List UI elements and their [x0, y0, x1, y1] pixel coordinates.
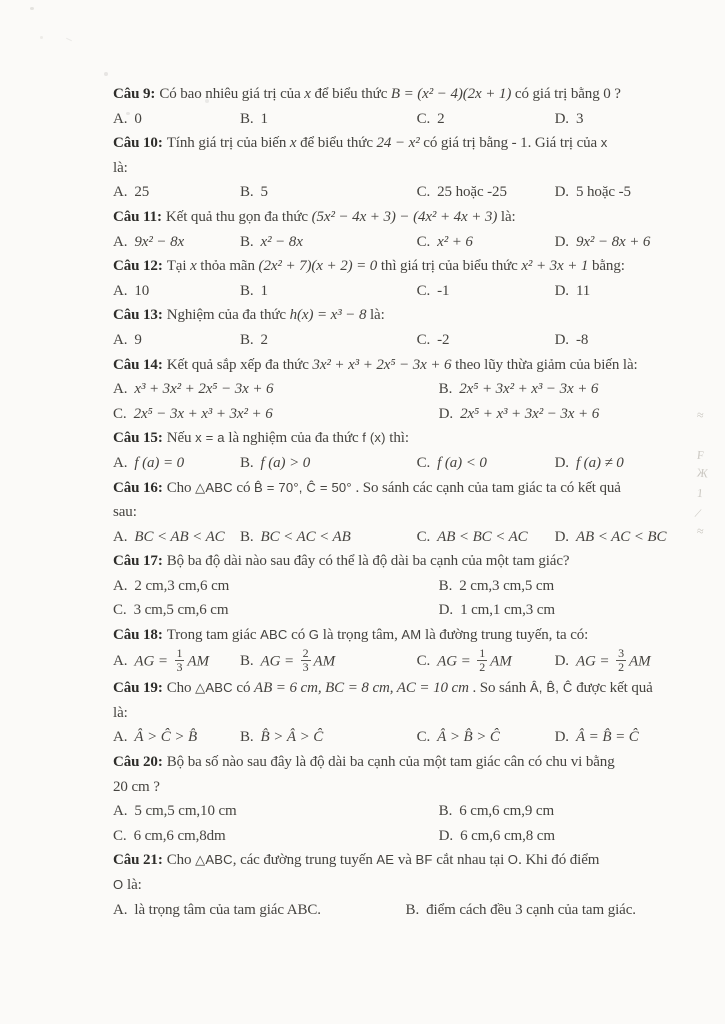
- question-block: [113, 476, 665, 550]
- math-expression: AM: [490, 653, 512, 670]
- math-expression: x³ + 3x² + 2x⁵ − 3x + 6: [134, 381, 274, 398]
- math-expression: AM: [313, 653, 336, 670]
- fraction: [175, 647, 185, 676]
- options-row: [113, 230, 665, 255]
- option-C: [417, 279, 555, 304]
- text-run: là:: [113, 704, 128, 721]
- fraction-denominator: 2: [618, 660, 624, 675]
- option-C: [417, 230, 555, 255]
- option-label: A.: [113, 282, 128, 299]
- math-expression: AM: [187, 653, 209, 670]
- text-run: 1: [260, 282, 268, 299]
- option-label: A.: [113, 729, 128, 746]
- text-run: thỏa mãn: [196, 258, 259, 275]
- math-expression: x: [190, 258, 197, 275]
- question-number: Câu 12:: [113, 258, 163, 275]
- text-run: 5 cm,5 cm,10 cm: [134, 803, 237, 820]
- text-run: Cho: [166, 852, 196, 869]
- math-expression: 2x⁵ − 3x + x³ + 3x² + 6: [133, 405, 273, 422]
- math-expression: f (a) < 0: [437, 454, 487, 471]
- option-C: [417, 725, 555, 750]
- math-expression: 9x² − 8x: [134, 233, 185, 250]
- math-variable: x: [600, 135, 608, 151]
- fraction: [301, 647, 311, 676]
- text-run: Cho: [166, 680, 196, 697]
- option-D: [555, 525, 665, 550]
- math-variable: O: [507, 852, 519, 868]
- option-label: C.: [416, 184, 431, 201]
- question-block: [113, 426, 665, 475]
- text-run: 3: [575, 110, 584, 127]
- text-run: Bộ ba số nào sau đây là độ dài ba cạnh của một tam giác cân có chu vi bằng: [166, 754, 615, 771]
- math-expression: f (a) ≠ 0: [575, 454, 624, 471]
- option-label: B.: [438, 803, 453, 820]
- options-row: [113, 377, 665, 426]
- option-label: A.: [113, 653, 128, 670]
- text-run: 6 cm,6 cm,8 cm: [460, 827, 555, 844]
- text-run: là:: [366, 307, 385, 324]
- fraction-denominator: 3: [302, 660, 309, 675]
- question-block: [113, 676, 665, 750]
- math-expression: Â > B̂ > Ĉ: [437, 729, 500, 746]
- option-D: [555, 328, 665, 353]
- math-expression: x: [304, 86, 311, 102]
- options-row: [113, 328, 665, 353]
- text-run: 5: [260, 184, 268, 201]
- question-block: [113, 750, 665, 848]
- question-block: [113, 623, 665, 676]
- option-B: [240, 230, 417, 255]
- math-variable: △ABC: [195, 479, 233, 495]
- option-C: [113, 402, 439, 427]
- question-block: [113, 205, 665, 254]
- math-variable: BF: [415, 852, 433, 868]
- math-variable: B̂ = 70°, Ĉ = 50°: [254, 479, 352, 495]
- text-run: Có bao nhiêu giá trị của: [159, 86, 305, 102]
- math-expression: Â = B̂ = Ĉ: [575, 729, 639, 746]
- option-D: [555, 230, 665, 255]
- option-label: A.: [113, 233, 128, 250]
- option-label: B.: [239, 454, 254, 471]
- option-C: [417, 180, 555, 205]
- text-run: 11: [575, 282, 591, 299]
- text-run: 1: [260, 110, 268, 127]
- fraction-numerator: 1: [479, 645, 486, 660]
- option-A: [113, 898, 406, 923]
- option-A: [113, 574, 439, 599]
- text-run: 2 cm,3 cm,6 cm: [134, 577, 230, 594]
- question-block: [113, 131, 665, 205]
- fraction-denominator: 2: [479, 660, 486, 675]
- option-D: [555, 279, 665, 304]
- text-run: Nghiệm của đa thức: [166, 307, 290, 324]
- option-label: C.: [416, 653, 431, 670]
- text-run: là trọng tâm,: [319, 627, 402, 644]
- option-label: B.: [239, 331, 254, 348]
- question-number: Câu 10:: [113, 135, 163, 152]
- option-label: C.: [416, 331, 431, 348]
- math-expression: 9x² − 8x + 6: [575, 233, 651, 250]
- fraction-denominator: 3: [176, 660, 183, 675]
- question-block: [113, 82, 665, 131]
- question-stem: [113, 131, 665, 180]
- math-expression: h(x) = x³ − 8: [289, 307, 367, 324]
- option-D: [555, 451, 665, 476]
- text-run: là:: [113, 159, 128, 176]
- option-A: [113, 180, 240, 205]
- bleedthrough-mark: ≈: [696, 523, 705, 539]
- question-stem: [113, 205, 665, 230]
- question-block: [113, 353, 665, 427]
- math-expression: Â > Ĉ > B̂: [134, 729, 198, 746]
- option-B: [240, 180, 417, 205]
- option-label: C.: [113, 602, 127, 619]
- text-run: là trọng tâm của tam giác ABC.: [134, 901, 321, 918]
- text-run: 6 cm,6 cm,9 cm: [459, 803, 555, 820]
- math-variable: Â, B̂, Ĉ: [529, 680, 573, 696]
- question-stem: [113, 303, 665, 328]
- question-stem: [113, 623, 665, 648]
- text-run: 2: [260, 331, 268, 348]
- question-stem: [113, 426, 665, 451]
- scan-smudge: [30, 7, 34, 10]
- math-expression: x² + 6: [437, 233, 473, 250]
- options-row: [113, 451, 665, 476]
- option-label: B.: [438, 577, 453, 594]
- option-label: D.: [554, 653, 569, 670]
- text-run: theo lũy thừa giảm của biến là:: [451, 356, 638, 373]
- option-label: D.: [554, 184, 569, 201]
- text-run: 0: [134, 110, 142, 127]
- text-run: có giá trị bằng 0 ?: [511, 86, 621, 102]
- question-number: Câu 15:: [113, 430, 163, 447]
- scan-smudge: [40, 36, 43, 39]
- option-label: A.: [113, 331, 128, 348]
- text-run: thì giá trị của biểu thức: [377, 258, 522, 275]
- option-A: [113, 799, 439, 824]
- text-run: có: [232, 479, 255, 496]
- math-expression: f (a) > 0: [260, 454, 311, 471]
- text-run: 9: [134, 331, 142, 348]
- option-label: B.: [239, 184, 254, 201]
- text-run: là nghiệm của đa thức: [224, 430, 363, 447]
- option-label: D.: [554, 528, 569, 545]
- math-variable: ABC: [260, 627, 288, 643]
- options-row: [113, 645, 665, 677]
- question-stem: [113, 353, 665, 378]
- math-expression: AM: [629, 653, 651, 670]
- text-run: có: [232, 680, 255, 697]
- option-D: [555, 180, 665, 205]
- math-variable: AM: [401, 627, 422, 643]
- fraction-numerator: 2: [302, 645, 309, 660]
- options-row: [113, 279, 665, 304]
- option-label: C.: [113, 405, 127, 422]
- text-run: 25: [134, 184, 150, 201]
- option-label: A.: [113, 901, 128, 918]
- text-run: cắt nhau tại: [432, 852, 508, 869]
- text-run: sau:: [113, 504, 137, 521]
- option-A: [113, 377, 439, 402]
- option-D: [439, 598, 665, 623]
- option-B: [240, 107, 417, 132]
- options-row: [113, 180, 665, 205]
- text-run: và: [394, 852, 416, 869]
- text-run: . So sánh các cạnh của tam giác ta có kết quả: [351, 479, 621, 496]
- text-run: -2: [437, 331, 450, 348]
- text-run: Cho: [166, 479, 196, 496]
- text-run: để biểu thức: [296, 135, 377, 152]
- scan-smudge: [66, 38, 72, 41]
- option-label: A.: [113, 528, 128, 545]
- question-block: [113, 549, 665, 623]
- text-run: điểm cách đều 3 cạnh của tam giác.: [426, 901, 636, 918]
- question-stem: [113, 82, 665, 107]
- option-label: A.: [113, 110, 128, 127]
- option-B: [240, 725, 417, 750]
- text-run: là đường trung tuyến, ta có:: [421, 627, 589, 644]
- option-label: D.: [554, 282, 569, 299]
- option-C: [416, 645, 555, 677]
- fraction-numerator: 3: [618, 645, 624, 660]
- option-D: [554, 645, 665, 677]
- option-B: [406, 898, 665, 923]
- option-B: [240, 279, 417, 304]
- math-expression: 2x⁵ + x³ + 3x² − 3x + 6: [460, 405, 600, 422]
- option-C: [417, 451, 555, 476]
- option-A: [113, 645, 240, 677]
- option-label: D.: [554, 331, 569, 348]
- option-label: D.: [554, 454, 569, 471]
- math-variable: G: [308, 627, 320, 643]
- options-row: [113, 525, 665, 550]
- option-A: [113, 328, 240, 353]
- math-expression: 3x² + x³ + 2x⁵ − 3x + 6: [312, 356, 452, 373]
- math-expression: x: [289, 135, 297, 152]
- text-run: -1: [437, 282, 450, 299]
- option-A: [113, 451, 240, 476]
- text-run: là:: [497, 208, 516, 225]
- math-expression: x² − 8x: [260, 233, 303, 250]
- option-label: D.: [438, 602, 454, 619]
- option-B: [240, 525, 417, 550]
- text-run: . So sánh: [468, 680, 530, 697]
- math-variable: AE: [376, 852, 395, 868]
- option-B: [439, 574, 665, 599]
- option-label: B.: [239, 233, 254, 250]
- option-B: [439, 799, 665, 824]
- option-label: C.: [416, 282, 431, 299]
- text-run: 3 cm,5 cm,6 cm: [133, 602, 229, 619]
- question-number: Câu 13:: [113, 307, 163, 324]
- option-label: B.: [239, 282, 254, 299]
- option-label: B.: [239, 528, 254, 545]
- fraction: [477, 647, 487, 676]
- math-expression: x² + 3x + 1: [521, 258, 589, 275]
- text-run: . Khi đó điểm: [518, 852, 600, 869]
- bleedthrough-mark: Ж: [696, 465, 709, 481]
- math-expression: (5x² − 4x + 3) − (4x² + 4x + 3): [311, 208, 498, 225]
- question-stem: [113, 254, 665, 279]
- option-label: C.: [416, 454, 431, 471]
- option-label: C.: [416, 729, 431, 746]
- text-run: 20 cm ?: [113, 778, 160, 795]
- option-A: [113, 525, 240, 550]
- option-label: B.: [405, 901, 420, 918]
- text-run: 10: [134, 282, 150, 299]
- option-label: C.: [113, 827, 127, 844]
- options-row: [113, 107, 665, 132]
- text-run: Kết quả thu gọn đa thức: [165, 208, 312, 225]
- option-A: [113, 279, 240, 304]
- text-run: có giá trị bằng - 1. Giá trị của: [419, 135, 601, 152]
- option-label: D.: [438, 827, 454, 844]
- math-expression: AG =: [437, 653, 475, 670]
- option-A: [113, 725, 240, 750]
- option-label: B.: [239, 110, 254, 127]
- question-stem: [113, 676, 665, 725]
- math-expression: (2x² + 7)(x + 2) = 0: [258, 258, 378, 275]
- option-label: B.: [239, 653, 254, 670]
- option-B: [240, 451, 417, 476]
- option-label: D.: [554, 729, 569, 746]
- option-label: D.: [438, 405, 454, 422]
- text-run: Kết quả sắp xếp đa thức: [166, 356, 313, 373]
- text-run: là:: [123, 877, 142, 893]
- option-B: [439, 377, 665, 402]
- options-row: [113, 725, 665, 750]
- math-expression: BC < AC < AB: [260, 528, 351, 545]
- text-run: thì:: [385, 430, 409, 447]
- option-B: [240, 328, 417, 353]
- math-expression: AB < AC < BC: [575, 528, 667, 545]
- bleedthrough-mark: 1: [696, 485, 704, 501]
- math-variable: x = a: [195, 430, 225, 446]
- option-label: B.: [438, 381, 453, 398]
- question-number: Câu 9:: [113, 86, 156, 102]
- math-expression: f (a) = 0: [134, 454, 185, 471]
- text-run: có: [287, 627, 309, 644]
- math-expression: BC < AB < AC: [134, 528, 225, 545]
- option-label: C.: [416, 528, 431, 545]
- text-run: 6 cm,6 cm,8dm: [133, 827, 226, 844]
- text-run: 5 hoặc -5: [575, 184, 631, 201]
- math-variable: O: [113, 877, 124, 892]
- option-C: [417, 328, 555, 353]
- option-D: [555, 107, 665, 132]
- text-run: Tính giá trị của biến: [166, 135, 290, 152]
- option-B: [239, 645, 417, 677]
- option-C: [417, 525, 555, 550]
- question-number: Câu 19:: [113, 680, 163, 697]
- text-run: Trong tam giác: [166, 627, 261, 644]
- question-block: [113, 303, 665, 352]
- text-run: -8: [575, 331, 589, 348]
- math-expression: AG =: [575, 653, 614, 670]
- text-run: , các đường trung tuyến: [232, 852, 377, 869]
- text-run: 1 cm,1 cm,3 cm: [460, 602, 555, 619]
- math-expression: 2x⁵ + 3x² + x³ − 3x + 6: [459, 381, 599, 398]
- option-D: [555, 725, 665, 750]
- math-expression: 24 − x²: [376, 135, 420, 152]
- question-stem: [113, 476, 665, 525]
- scan-smudge: [104, 72, 108, 76]
- bleedthrough-mark: ≈: [696, 407, 705, 423]
- bleedthrough-mark: ∕: [696, 505, 700, 521]
- question-block: [113, 848, 665, 922]
- question-stem: [113, 549, 665, 574]
- option-label: B.: [239, 729, 254, 746]
- option-label: A.: [113, 803, 128, 820]
- question-number: Câu 16:: [113, 479, 163, 496]
- option-D: [439, 402, 665, 427]
- option-label: C.: [416, 233, 431, 250]
- options-row: [113, 574, 665, 623]
- option-label: A.: [113, 577, 128, 594]
- bleedthrough-mark: F: [696, 447, 705, 463]
- option-C: [417, 107, 555, 132]
- text-run: Nếu: [166, 430, 196, 447]
- text-run: 2 cm,3 cm,5 cm: [459, 577, 555, 594]
- option-C: [113, 598, 439, 623]
- question-stem: [113, 750, 665, 799]
- question-number: Câu 17:: [113, 553, 163, 570]
- text-run: Bộ ba độ dài nào sau đây có thể là độ dài ba cạnh của một tam giác?: [166, 553, 570, 570]
- option-C: [113, 824, 439, 849]
- math-expression: AG =: [260, 653, 298, 670]
- option-label: C.: [416, 110, 431, 127]
- text-run: để biểu thức: [310, 86, 391, 102]
- math-variable: △ABC: [195, 852, 233, 868]
- math-expression: B̂ > Â > Ĉ: [260, 729, 324, 746]
- math-expression: AB = 6 cm, BC = 8 cm, AC = 10 cm: [254, 680, 469, 697]
- question-number: Câu 11:: [113, 208, 162, 225]
- question-number: Câu 21:: [113, 852, 163, 869]
- option-label: D.: [554, 110, 569, 127]
- option-A: [113, 107, 240, 132]
- question-number: Câu 18:: [113, 627, 163, 644]
- option-D: [439, 824, 665, 849]
- option-A: [113, 230, 240, 255]
- text-run: 25 hoặc -25: [437, 184, 507, 201]
- question-number: Câu 14:: [113, 356, 163, 373]
- option-label: A.: [113, 454, 128, 471]
- math-expression: AB < BC < AC: [437, 528, 528, 545]
- option-label: A.: [113, 184, 128, 201]
- text-run: được kết quả: [572, 680, 653, 697]
- text-run: bằng:: [588, 258, 625, 275]
- question-stem: [113, 848, 665, 897]
- text-run: 2: [437, 110, 445, 127]
- math-variable: △ABC: [195, 680, 233, 696]
- math-expression: AG =: [134, 653, 172, 670]
- question-number: Câu 20:: [113, 754, 163, 771]
- text-run: Tại: [166, 258, 191, 275]
- math-expression: B = (x² − 4)(2x + 1): [390, 86, 512, 102]
- fraction: [616, 647, 626, 676]
- math-variable: f (x): [362, 430, 386, 446]
- question-block: [113, 254, 665, 303]
- options-row: [113, 898, 665, 923]
- option-label: A.: [113, 381, 128, 398]
- fraction-numerator: 1: [176, 645, 183, 660]
- questions-list: [113, 82, 665, 922]
- options-row: [113, 799, 665, 848]
- option-label: D.: [554, 233, 569, 250]
